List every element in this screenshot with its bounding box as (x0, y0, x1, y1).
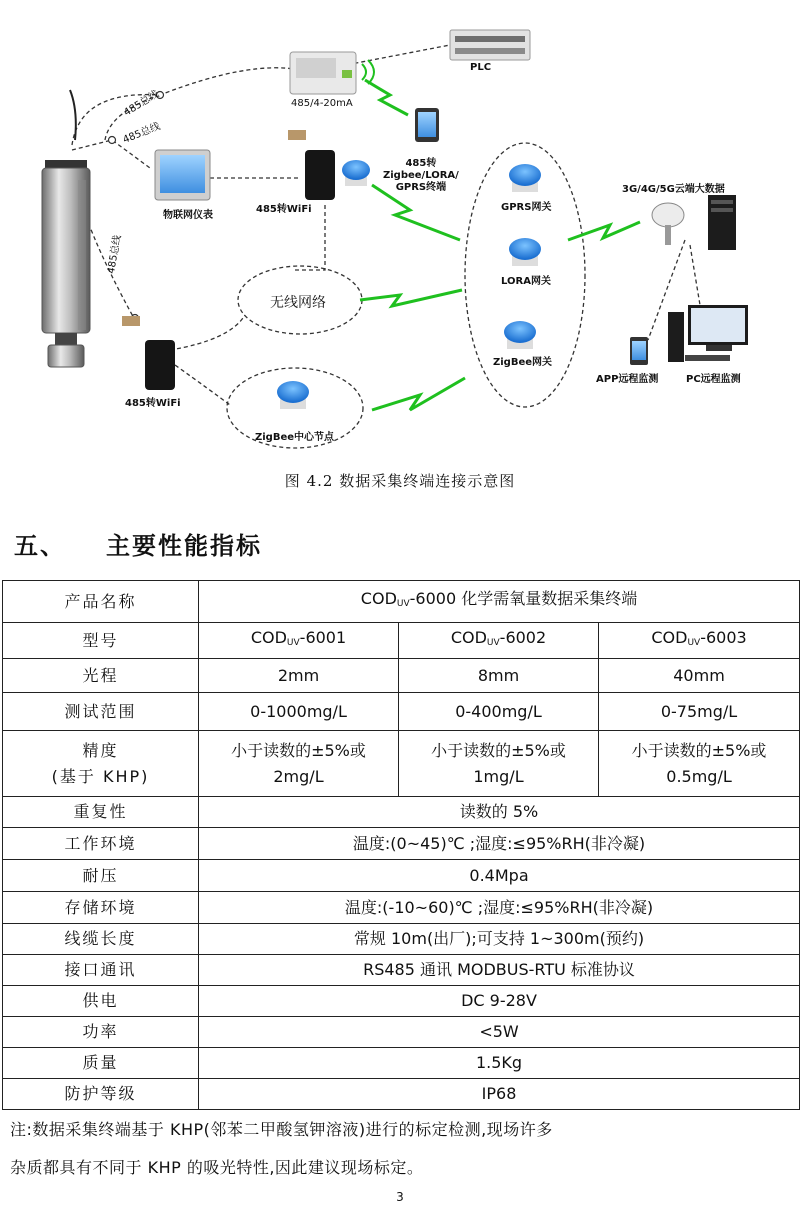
table-row (3, 892, 800, 924)
label-lora-gateway: LORA网关 (501, 276, 551, 287)
section-number: 五、 (14, 532, 66, 560)
cell-model-1: $COD_{UV}-6001$ (199, 623, 399, 659)
cell-weight: 1.5Kg (199, 1048, 800, 1079)
wifi-module-2-icon (122, 316, 175, 390)
cell-model-3: $COD_{UV}-6003$ (599, 623, 800, 659)
table-row (3, 623, 800, 659)
cell-repeatability-label: 重复性 (3, 797, 199, 828)
zigbee-center-node-icon (277, 381, 309, 409)
cell-storage-env-label: 存储环境 (3, 892, 199, 924)
cell-path-2: 8mm (399, 659, 599, 693)
figure-caption: 图 4.2 数据采集终端连接示意图 (284, 472, 516, 490)
cell-power-supply-label: 供电 (3, 986, 199, 1017)
cell-accuracy-label: 精度 (基于 KHP) (3, 731, 199, 797)
table-row (3, 1079, 800, 1110)
note-line-2: 杂质都具有不同于 KHP 的吸光特性,因此建议现场标定。 (10, 1158, 424, 1177)
satellite-dish-icon (652, 203, 684, 245)
table-row (3, 731, 800, 797)
label-bus-2: 485总线 (121, 121, 162, 146)
table-row (3, 924, 800, 955)
cell-product-name-label: 产品名称 (3, 581, 199, 623)
cell-range-2: 0-400mg/L (399, 693, 599, 731)
label-wifi-1: 485转WiFi (256, 204, 312, 215)
probe-sensor-icon (42, 90, 90, 367)
cell-product-name: $COD_{UV}-6000$ 化学需氧量数据采集终端 (199, 581, 800, 623)
server-icon (708, 195, 736, 250)
label-gprs-gateway: GPRS网关 (501, 202, 552, 213)
label-pc-monitor: PC远程监测 (686, 374, 741, 385)
table-row (3, 797, 800, 828)
label-bus-1: 485总线 (122, 88, 162, 119)
wifi-module-1-icon (288, 130, 335, 200)
section-title: 主要性能指标 (106, 532, 262, 560)
cell-weight-label: 质量 (3, 1048, 199, 1079)
label-iot-meter: 物联网仪表 (163, 210, 213, 221)
table-row (3, 955, 800, 986)
cell-interface-label: 接口通讯 (3, 955, 199, 986)
table-row (3, 1048, 800, 1079)
cell-repeatability: 读数的 5% (199, 797, 800, 828)
zigbee-gateway-icon (504, 321, 536, 349)
label-zigbee-center: ZigBee中心节点 (255, 432, 335, 443)
label-app-monitor: APP远程监测 (596, 374, 659, 385)
converter-4-20ma-icon (290, 52, 356, 94)
table-row (3, 693, 800, 731)
cell-work-env: 温度:(0~45)℃ ;湿度:≤95%RH(非冷凝) (199, 828, 800, 860)
cell-pressure-label: 耐压 (3, 860, 199, 892)
tablet-icon (415, 108, 439, 142)
cell-work-env-label: 工作环境 (3, 828, 199, 860)
lora-gateway-icon (509, 238, 541, 266)
label-bus-3: 485总线 (105, 234, 124, 275)
label-zigbee-terminal: 485转 Zigbee/LORA/ GPRS终端 (383, 158, 459, 193)
table-row (3, 828, 800, 860)
cell-accuracy-1: 小于读数的±5%或 2mg/L (199, 731, 399, 797)
label-cloud: 3G/4G/5G云端大数据 (622, 184, 725, 195)
cell-power-label: 功率 (3, 1017, 199, 1048)
spec-table (2, 580, 800, 1110)
note-line-1: 注:数据采集终端基于 KHP(邻苯二甲酸氢钾溶液)进行的标定检测,现场许多 (10, 1120, 553, 1139)
cell-power-supply: DC 9-28V (199, 986, 800, 1017)
cell-model-label: 型号 (3, 623, 199, 659)
gprs-gateway-icon (509, 164, 541, 192)
table-row (3, 860, 800, 892)
cell-protection: IP68 (199, 1079, 800, 1110)
cell-pressure: 0.4Mpa (199, 860, 800, 892)
cell-accuracy-3: 小于读数的±5%或 0.5mg/L (599, 731, 800, 797)
label-converter-4-20ma: 485/4-20mA (291, 98, 353, 109)
cell-range-1: 0-1000mg/L (199, 693, 399, 731)
table-row (3, 1017, 800, 1048)
cell-model-2: $COD_{UV}-6002$ (399, 623, 599, 659)
table-row (3, 659, 800, 693)
cell-range-3: 0-75mg/L (599, 693, 800, 731)
cell-interface: RS485 通讯 MODBUS-RTU 标准协议 (199, 955, 800, 986)
connection-diagram (0, 0, 800, 465)
pc-icon (668, 305, 748, 362)
label-plc: PLC (470, 62, 492, 73)
cell-storage-env: 温度:(-10~60)℃ ;湿度:≤95%RH(非冷凝) (199, 892, 800, 924)
label-wifi-2: 485转WiFi (125, 398, 181, 409)
page-number: 3 (396, 1190, 404, 1204)
section-heading (14, 526, 262, 561)
iot-meter-icon (155, 150, 210, 200)
cell-cable-label: 线缆长度 (3, 924, 199, 955)
cell-path-1: 2mm (199, 659, 399, 693)
plc-icon (450, 30, 530, 60)
phone-icon (630, 337, 648, 365)
label-wireless-network: 无线网络 (270, 295, 326, 311)
cell-cable: 常规 10m(出厂);可支持 1~300m(预约) (199, 924, 800, 955)
table-row (3, 581, 800, 623)
table-row (3, 986, 800, 1017)
cell-path-3: 40mm (599, 659, 800, 693)
cell-protection-label: 防护等级 (3, 1079, 199, 1110)
zigbee-terminal-icon (342, 160, 370, 186)
cell-range-label: 测试范围 (3, 693, 199, 731)
label-zigbee-gateway: ZigBee网关 (493, 357, 553, 368)
cell-path-label: 光程 (3, 659, 199, 693)
cell-power: <5W (199, 1017, 800, 1048)
cell-accuracy-2: 小于读数的±5%或 1mg/L (399, 731, 599, 797)
